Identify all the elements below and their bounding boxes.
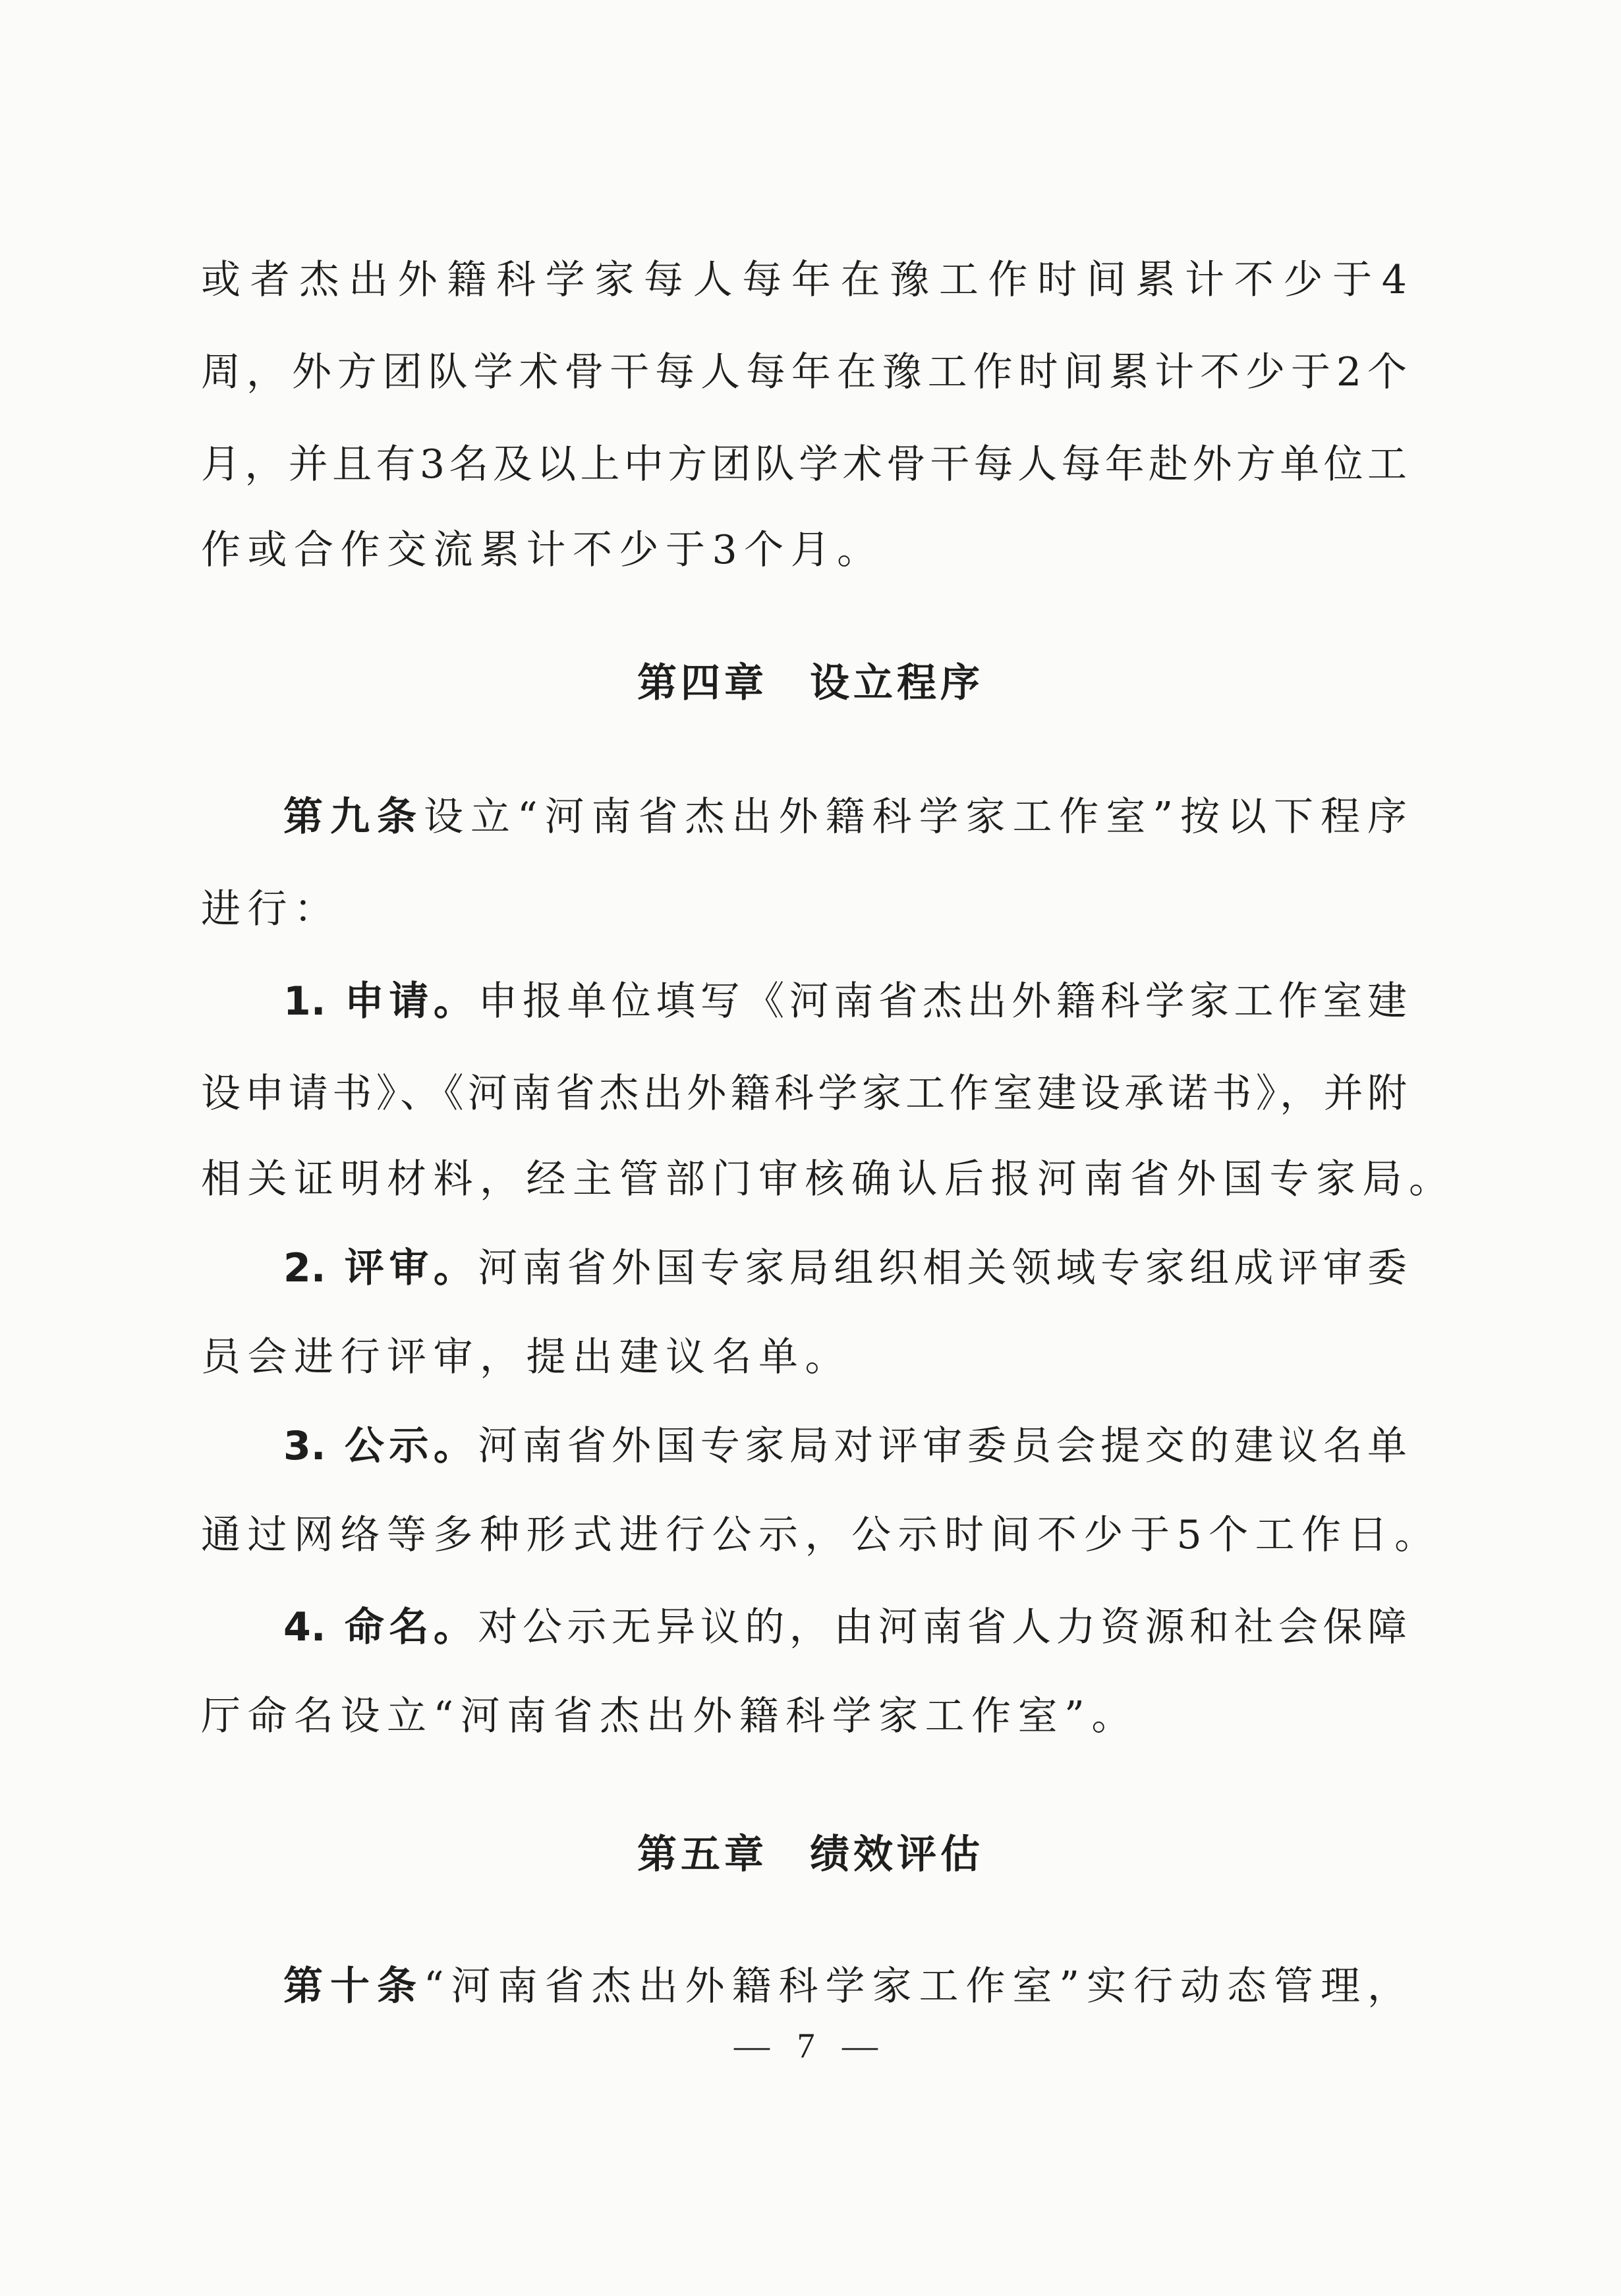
body-line-1: 或者杰出外籍科学家每人每年在豫工作时间累计不少于4 <box>201 257 1407 303</box>
article-nine-line-1 <box>283 777 1407 856</box>
step-text: 申报单位填写《河南省杰出外籍科学家工作室建 <box>478 978 1407 1024</box>
chapter-title: 绩效评估 <box>810 1832 984 1878</box>
article-label: 第十条 <box>283 1963 424 2009</box>
body-line-3: 月，并且有3名及以上中方团队学术骨干每人每年赴外方单位工 <box>201 441 1407 488</box>
page-number: — 7 — <box>734 2026 887 2065</box>
chapter-four-heading <box>0 644 1621 723</box>
article-text: 设立“河南省杰出外籍科学家工作室”按以下程序 <box>423 794 1408 840</box>
step-label: 1. 申请。 <box>283 978 478 1024</box>
step-text: 河南省外国专家局对评审委员会提交的建议名单 <box>478 1423 1407 1469</box>
step-review-line-1 <box>283 1229 1407 1308</box>
step-publicize-line-1 <box>283 1407 1407 1486</box>
step-label: 3. 公示。 <box>283 1423 478 1469</box>
step-text: 河南省外国专家局组织相关领域专家组成评审委 <box>478 1245 1407 1291</box>
body-line-4: 作或合作交流累计不少于3个月。 <box>201 527 884 573</box>
chapter-number: 第五章 <box>637 1832 768 1878</box>
article-nine-line-2: 进行： <box>201 886 341 932</box>
step-naming-line-2: 厅命名设立“河南省杰出外籍科学家工作室”。 <box>201 1693 1138 1739</box>
body-line-2: 周，外方团队学术骨干每人每年在豫工作时间累计不少于2个 <box>201 349 1407 395</box>
step-publicize-line-2: 通过网络等多种形式进行公示，公示时间不少于5个工作日。 <box>201 1512 1441 1558</box>
chapter-five-heading <box>0 1815 1621 1894</box>
step-apply-line-1 <box>283 962 1407 1041</box>
step-apply-line-2: 设申请书》、《河南省杰出外籍科学家工作室建设承诺书》，并附 <box>201 1071 1407 1117</box>
step-text: 对公示无异议的，由河南省人力资源和社会保障 <box>478 1604 1407 1650</box>
article-text: “河南省杰出外籍科学家工作室”实行动态管理， <box>423 1963 1408 2009</box>
article-label: 第九条 <box>283 794 424 840</box>
step-label: 4. 命名。 <box>283 1604 478 1650</box>
step-naming-line-1 <box>283 1588 1407 1667</box>
chapter-title: 设立程序 <box>810 660 984 706</box>
step-apply-line-3: 相关证明材料，经主管部门审核确认后报河南省外国专家局。 <box>201 1156 1456 1202</box>
step-review-line-2: 员会进行评审，提出建议名单。 <box>201 1334 851 1380</box>
step-label: 2. 评审。 <box>283 1245 478 1291</box>
chapter-number: 第四章 <box>637 660 768 706</box>
